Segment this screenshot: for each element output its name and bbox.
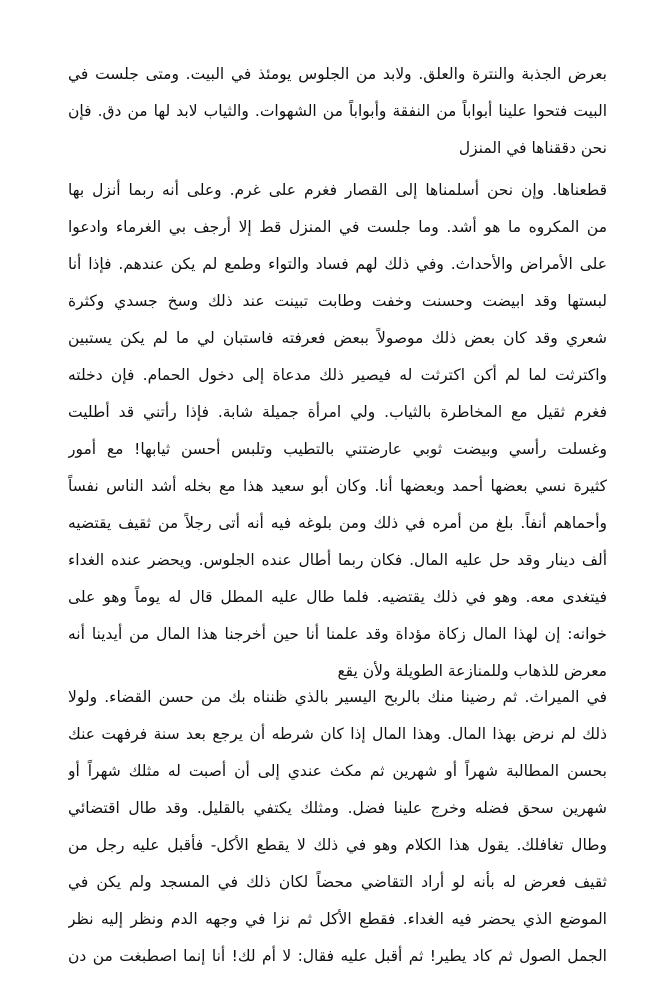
text-line: ألف دينار وقد حل عليه المال. فكان ربما أطال عنده الجلوس. ويحضر عنده الغداء: [68, 551, 607, 569]
paragraph-1: [68, 56, 607, 167]
text-line: وغسلت رأسي وبيضت ثوبي عارضتني بالتطيب وتلبس أحسن ثيابها! مع أمور: [68, 440, 607, 458]
text-line: معرض للذهاب وللمنازعة الطويلة ولأن يقع: [337, 662, 607, 680]
text-line: في الميراث. ثم رضينا منك بالربح اليسير بالذي ظنناه بك من حسن القضاء. ولولا: [68, 688, 607, 706]
text-line: واكترثت لما لم أكن اكترثت له فيصير ذلك مدعاة إلى دخول الحمام. فإن دخلته: [68, 366, 607, 384]
text-line: الجمل الصول ثم كاد يطير! ثم أقبل عليه فقال: لا أم لك! أنا إنما اصطبغت من دن: [68, 947, 607, 965]
text-line: على الأمراض والأحداث. وفي ذلك لهم فساد والتواء وطمع لم يكن عندهم. فإذا أنا: [68, 255, 607, 273]
text-line: ثقيف فعرض له بأنه لو أراد التقاضي محضاً لكان ذلك في المسجد ولم يكن في: [68, 873, 607, 891]
text-line: كثيرة نسي بعضها أحمد وبعضها أنا. وكان أبو سعيد هذا مع بخله أشد الناس نفساً: [68, 477, 607, 495]
text-line: شهرين سحق فضله وخرج علينا فضل. ومثلك يكتفي بالقليل. وقد طال اقتضائي: [68, 799, 607, 817]
paragraph-2: [68, 172, 607, 690]
text-line: الموضع الذي يحضر فيه الغداء. فقطع الأكل ثم نزا في وجهه الدم ونظر إليه نظر: [68, 910, 607, 928]
text-line: نحن دققناها في المنزل: [458, 139, 607, 157]
text-line: فغرم ثقيل مع المخاطرة بالثياب. ولي امرأة جميلة شابة. فإذا رأتني قد أطليت: [68, 403, 607, 421]
text-line: خوانه: إن لهذا المال زكاة مؤداة وقد علمنا أنا حين أخرجنا هذا المال من أيدينا أنه: [68, 625, 607, 643]
text-line: بعرض الجذبة والنترة والعلق. ولابد من الجلوس يومئذ في البيت. ومتى جلست في: [68, 65, 607, 83]
text-line: ذلك لم نرض بهذا المال. وهذا المال إذا كان شرطه أن يرجع بعد سنة فرفهت عنك: [68, 725, 607, 743]
paragraph-3: [68, 679, 607, 975]
text-line: بحسن المطالبة شهراً أو شهرين ثم مكث عندي إلى أن أصبت له مثلك شهراً أو: [68, 762, 607, 780]
text-line: شعري وقد كان بعض ذلك موصولاً ببعض فعرفته فاستبان لي ما لم يكن يستبين: [68, 329, 607, 347]
text-line: فيتغدى معه. وهو في ذلك يقتضيه. فلما طال عليه المطل قال له يوماً وهو على: [68, 588, 607, 606]
text-line: وطال تغافلك. يقول هذا الكلام وهو في ذلك لا يقطع الأكل- فأقبل عليه رجل من: [68, 836, 607, 854]
text-line: وأحماهم أنفاً. بلغ من أمره في ذلك ومن بلوغه فيه أنه أتى رجلاً من ثقيف يقتضيه: [68, 514, 607, 532]
text-line: من المكروه ما هو أشد. وما جلست في المنزل قط إلا أرجف بي الغرماء وادعوا: [68, 218, 607, 236]
text-line: لبستها وقد ابيضت وحسنت وخفت وطابت تبينت عند ذلك وسخ جسدي وكثرة: [68, 292, 607, 310]
text-line: البيت فتحوا علينا أبواباً من النفقة وأبواباً من الشهوات. والثياب لابد لها من دق. فإن: [68, 102, 607, 120]
text-line: قطعناها. وإن نحن أسلمناها إلى القصار فغرم على غرم. وعلى أنه ربما أنزل بها: [68, 181, 607, 199]
